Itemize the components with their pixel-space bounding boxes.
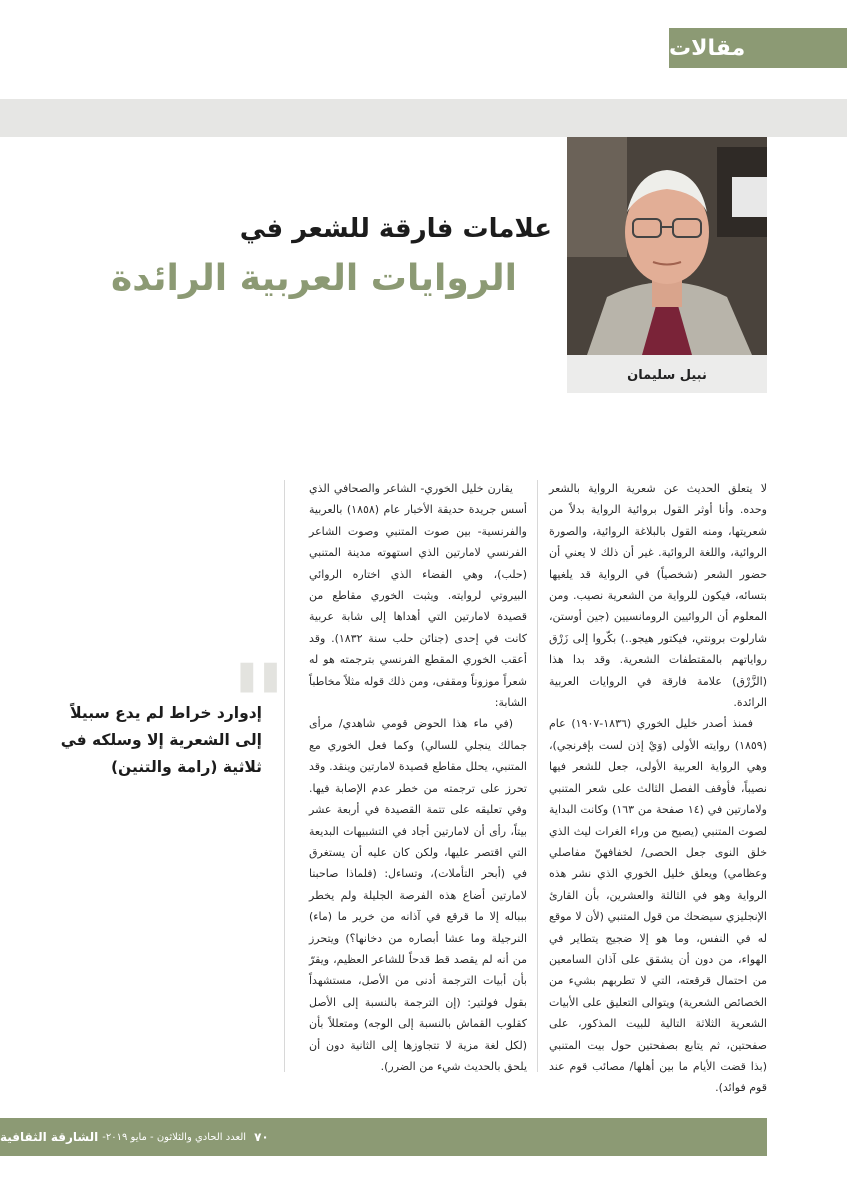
- text-column-left: [309, 478, 527, 1077]
- paragraph: فمنذ أصدر خليل الخوري (١٨٣٦-١٩٠٧) عام (١٨٥٩) روايته الأولى (وَيْ إذن لست بإفرنجي)، وهي الرواية العربية الأولى، جعل للشعر فيها نصيباً، فأوقف الفصل الثالث على شعر المتنبي ولامارتين في (١٤ صفحة من ١٦٣) وكانت البداية لصوت المتنبي (يصيح من وراء الغرات ليث الذي خلق النوى جعل الحصى/ لخفافهنّ مفاصلي وعظامي) ويعلق خليل الخوري الذي نشر هذه الرواية وهو في الثالثة والعشرين، بأن القارئ الإنجليزي سيضحك من قول المتنبي (لأن لا موقع له في النفس، وما هو إلا ضجيج يتطاير في الهواء، من دون أن يشقق على آذان السامعين من احتمال قرقعته، التي لا تطربهم بشيء من الخصائص الشعرية) ويتوالى التعليق على الأبيات الشعرية الثلاثة التالية للبيت المذكور، على صفحتين، ثم يتابع بصفحتين حول بيت المتنبي (بذا قضت الأيام ما بين أهلها/ مصائب قوم عند قوم فوائد).: [549, 717, 767, 1095]
- page-footer: [0, 1118, 767, 1156]
- article-title-line1: علامات فارقة للشعر في: [239, 214, 552, 244]
- author-photo: [567, 137, 767, 355]
- header-band: [0, 99, 847, 137]
- section-label: مقالات: [669, 35, 746, 61]
- paragraph: (في ماء هذا الحوض قومي شاهدي/ مرأى جمالك ينجلي للسالي) وكما فعل الخوري مع المتنبي، يحلل مقاطع قصيدة لامارتين وينقد. وقد تحرز على ترجمته من خطر عدم الإصابة فيها. وفي تعليقه على تتمة القصيدة في أربعة عشر بيتاً، رأى أن لامارتين أجاد في التشبيهات البديعة التي اقتصر عليها، ولكن كان عليه أن يستغرق في (أبحر التأملات)، وتساءل: (فلماذا صاحبنا لامارتين أضاع هذه الفرصة الجليلة ولم يخطر ببباله إلا ما قرقع في آذانه من خرير ما (ماء) النرجيلة وما عشا أبصاره من دخانها؟) ويتحرز من أنه لم يقصد قط قدحاً للشاعر العظيم، ويقرّ بأن أبيات الترجمة أدنى من الأصل، مستشهداً بقول فولتير: (إن الترجمة بالنسبة إلى الأصل كقلوب القماش بالنسبة إلى الوجه) ومتعللاً بأن (لكل لغة مزية لا تتجاوزها إلى الثانية دون أن يلحق بالحديث شيء من الضرر).: [309, 717, 527, 1073]
- text-column-right: [549, 478, 767, 1099]
- article-title-line2: الروايات العربية الرائدة: [110, 258, 517, 299]
- paragraph: لا يتعلق الحديث عن شعرية الرواية بالشعر وحده. وأنا أوثر القول بروائية الرواية بدلاً من شعريتها، ومنه القول بالبلاغة الروائية، والصورة الروائية، واللغة الروائية. غير أن ذلك لا يعني أن حضور الشعر (شخصياً) في الرواية قد يلغيها بتسائه، فيكون للرواية من الشعرية نصيب. ومن المعلوم أن الروائيين الرومانسيين (جين أوستن، شارلوت برونتي، فيكتور هيجو..) بكّروا إلى زَرْق رواياتهم بالمقتطفات الشعرية. وقد بدا هذا (الزَّرْق) علامة فارقة في الروايات العربية الرائدة.: [549, 482, 767, 710]
- page-number: ٧٠: [254, 1130, 269, 1144]
- author-name: نبيل سليمان: [627, 368, 707, 383]
- portrait-illustration: [567, 137, 767, 355]
- section-tab: [669, 28, 847, 68]
- author-photo-card: [567, 137, 767, 393]
- issue-text: العدد الحادي والثلاثون - مايو ٢٠١٩-: [102, 1131, 247, 1143]
- column-divider: [537, 480, 538, 1072]
- paragraph: يقارن خليل الخوري- الشاعر والصحافي الذي أسس جريدة حديقة الأخبار عام (١٨٥٨) بالعربية والفرنسية- بين صوت المتنبي وصوت الشاعر الفرنسي لامارتين الذي استهوته مدينة المتنبي (حلب)، وهي الفضاء الذي اختاره الروائي البيروتي لروايته. ويثبت الخوري مقاطع من قصيدة لامارتين التي أهداها إلى شابة عربية كانت في إحدى (جنائن حلب سنة ١٨٣٢). وقد أعقب الخوري المقطع الفرنسي بترجمته هو له شعراً موزوناً ومقفى، ومن ذلك قوله مثلاً مخاطباً الشابة:: [309, 482, 527, 710]
- quote-mark-icon: ": [230, 640, 288, 769]
- magazine-name: الشارقة الثقافية: [0, 1130, 99, 1144]
- pull-quote: إدوارد خراط لم يدع سبيلاً إلى الشعرية إلا وسلكه في ثلاثية (رامة والتنين): [60, 704, 262, 776]
- column-divider-left: [284, 480, 285, 1072]
